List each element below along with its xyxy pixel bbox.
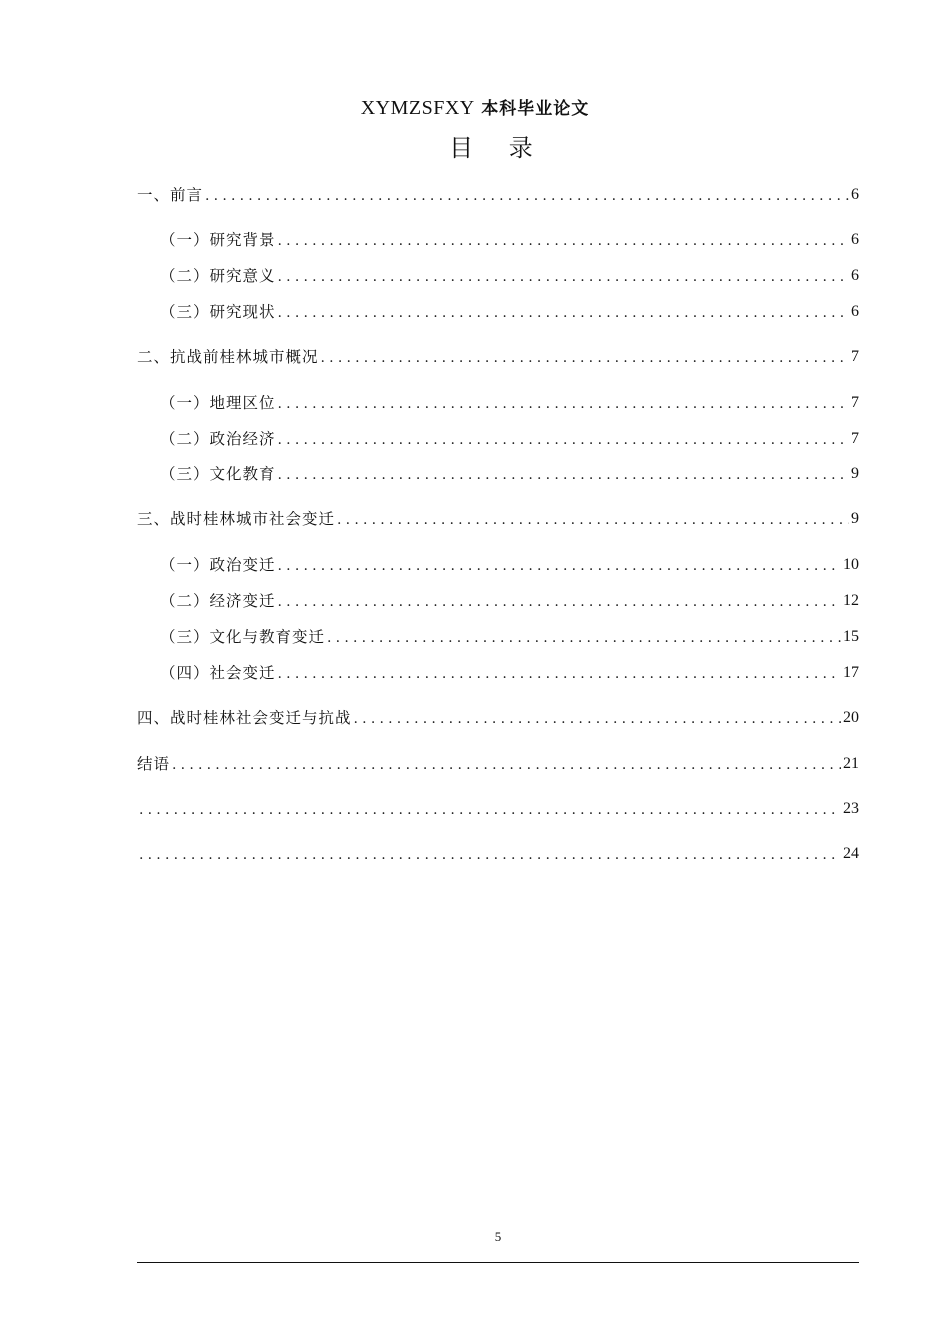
toc-dot-leader: [172, 754, 841, 776]
toc-entry-page-number: 6: [851, 231, 859, 248]
toc-dot-leader: [321, 347, 849, 369]
toc-dot-leader: [278, 591, 841, 613]
toc-entry-title: 二、抗战前桂林城市概况: [137, 348, 319, 366]
header-series: XYMZSFXY: [360, 97, 475, 119]
toc-entry[interactable]: [137, 507, 859, 531]
toc-entry[interactable]: [137, 797, 859, 821]
toc-entry-title: （三）文化与教育变迁: [160, 628, 326, 646]
toc-entry[interactable]: [160, 427, 859, 451]
toc-entry-page-number: 23: [843, 800, 859, 817]
toc-entry-page-number: 20: [843, 709, 859, 726]
document-header: [0, 94, 950, 120]
toc-entry[interactable]: [160, 391, 859, 415]
toc-entry-page-number: 24: [843, 845, 859, 862]
toc-dot-leader: [278, 230, 849, 252]
toc-dot-leader: [278, 393, 849, 415]
toc-heading: 目 录: [449, 134, 547, 162]
toc-dot-leader: [278, 663, 841, 685]
toc-entry-page-number: 9: [851, 510, 859, 527]
toc-entry-title: （四）社会变迁: [160, 664, 276, 682]
toc-dot-leader: [278, 302, 849, 324]
toc-entry[interactable]: [137, 842, 859, 866]
toc-dot-leader: [354, 708, 841, 730]
toc-entry-page-number: 9: [851, 465, 859, 482]
toc-entry-title: （三）研究现状: [160, 303, 276, 321]
toc-dot-leader: [327, 627, 841, 649]
toc-dot-leader: [278, 464, 849, 486]
toc-entry[interactable]: [137, 706, 859, 730]
toc-entry-page-number: 15: [843, 628, 859, 645]
toc-entry[interactable]: [160, 661, 859, 685]
toc-entry-page-number: 6: [851, 267, 859, 284]
toc-entry-page-number: 12: [843, 592, 859, 609]
toc-entry[interactable]: [137, 345, 859, 369]
toc-entry-title: （二）政治经济: [160, 430, 276, 448]
footer-page-number: 5: [494, 1229, 502, 1244]
toc-dot-leader: [337, 509, 849, 531]
toc-entry-title: （一）地理区位: [160, 394, 276, 412]
toc-entry-title: 结语: [137, 755, 171, 773]
toc-entry[interactable]: [160, 264, 859, 288]
toc-entry-page-number: 7: [851, 348, 859, 365]
toc-entry[interactable]: [160, 462, 859, 486]
toc-entry-title: 三、战时桂林城市社会变迁: [137, 510, 336, 528]
toc-dot-leader: [205, 185, 849, 207]
toc-entry-page-number: 7: [851, 430, 859, 447]
toc-entry-page-number: 6: [851, 186, 859, 203]
toc-entry-title: （一）政治变迁: [160, 556, 276, 574]
toc-entry[interactable]: [160, 300, 859, 324]
toc-dot-leader: [139, 799, 841, 821]
toc-entry-page-number: 10: [843, 556, 859, 573]
header-label: 本科毕业论文: [481, 99, 590, 119]
toc-entry-title: （三）文化教育: [160, 465, 276, 483]
toc-dot-leader: [278, 429, 849, 451]
toc-entry-page-number: 17: [843, 664, 859, 681]
toc-entry[interactable]: [137, 752, 859, 776]
toc-dot-leader: [278, 555, 841, 577]
toc-entry[interactable]: [160, 228, 859, 252]
toc-entry-title: 四、战时桂林社会变迁与抗战: [137, 709, 352, 727]
toc-dot-leader: [278, 266, 849, 288]
toc-entry-page-number: 21: [843, 755, 859, 772]
toc-dot-leader: [139, 844, 841, 866]
toc-entry-page-number: 6: [851, 303, 859, 320]
toc-entry[interactable]: [160, 553, 859, 577]
toc-entry-title: （一）研究背景: [160, 231, 276, 249]
toc-entry-page-number: 7: [851, 394, 859, 411]
toc-entry-title: 一、前言: [137, 186, 204, 204]
toc-entry[interactable]: [137, 183, 859, 207]
toc-entry-title: （二）经济变迁: [160, 592, 276, 610]
toc-entry[interactable]: [160, 625, 859, 649]
toc-entry-title: （二）研究意义: [160, 267, 276, 285]
footer-rule: [137, 1262, 859, 1263]
toc-entry[interactable]: [160, 589, 859, 613]
